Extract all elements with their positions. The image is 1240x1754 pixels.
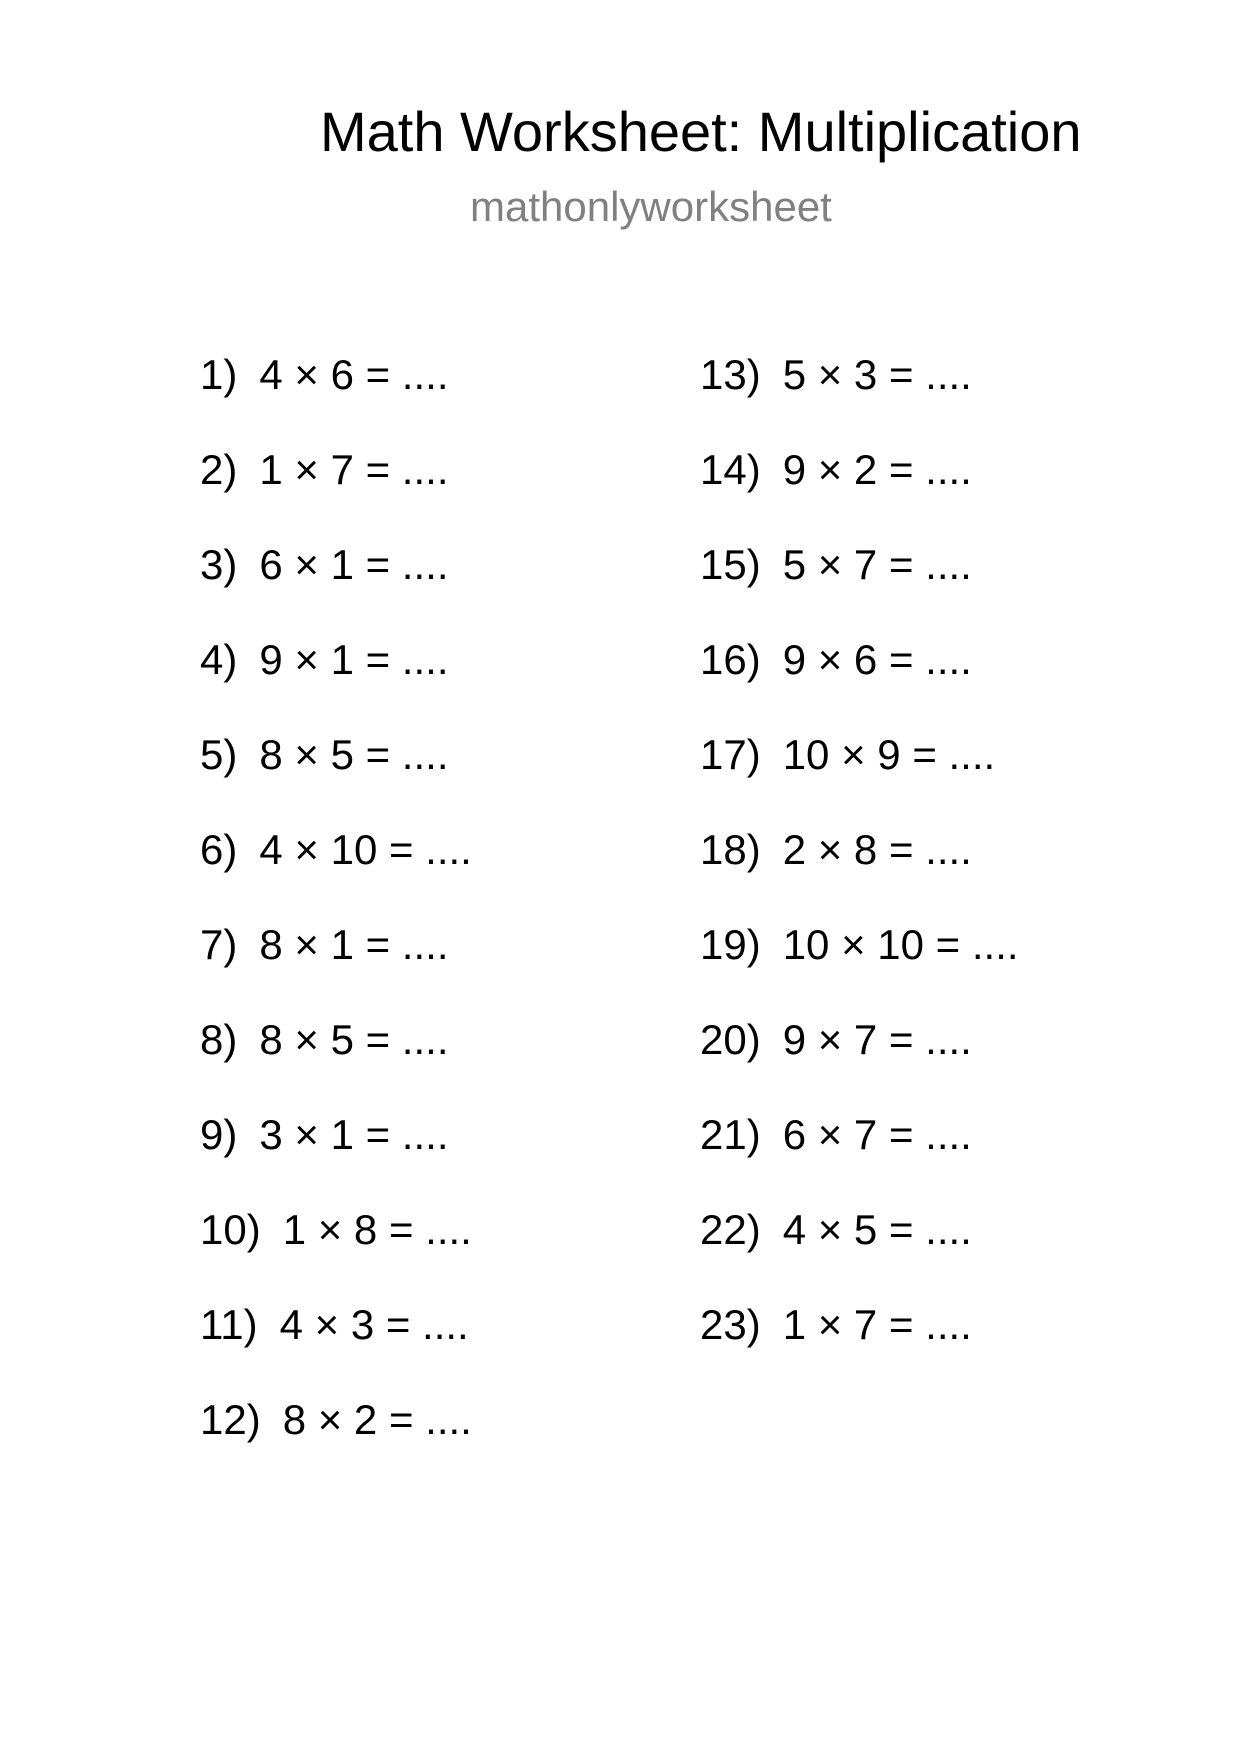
problem-expression: 8 × 5 = .... [259, 1016, 449, 1063]
page-title: Math Worksheet: Multiplication [320, 100, 1082, 163]
problem-expression: 8 × 2 = .... [282, 1396, 472, 1443]
problem-number: 9) [200, 1111, 238, 1158]
problem-item [200, 1111, 472, 1206]
problem-number: 10) [200, 1206, 261, 1253]
problem-number: 8) [200, 1016, 238, 1063]
problem-item [200, 921, 472, 1016]
problem-number: 1) [200, 351, 238, 398]
problem-item [700, 826, 1019, 921]
problem-expression: 5 × 7 = .... [782, 541, 972, 588]
problem-item [200, 541, 472, 636]
problem-item [700, 1111, 1019, 1206]
problem-expression: 8 × 5 = .... [259, 731, 449, 778]
problem-number: 4) [200, 636, 238, 683]
problem-expression: 9 × 2 = .... [782, 446, 972, 493]
problem-number: 13) [700, 351, 761, 398]
problem-expression: 8 × 1 = .... [259, 921, 449, 968]
problem-list-right [700, 351, 1019, 1396]
problem-expression: 1 × 7 = .... [782, 1301, 972, 1348]
problem-number: 6) [200, 826, 238, 873]
problem-number: 18) [700, 826, 761, 873]
problem-item [200, 1396, 472, 1491]
problem-item [200, 1301, 472, 1396]
problem-expression: 9 × 1 = .... [259, 636, 449, 683]
problem-number: 12) [200, 1396, 261, 1443]
problem-number: 2) [200, 446, 238, 493]
problem-expression: 9 × 6 = .... [782, 636, 972, 683]
problem-item [700, 636, 1019, 731]
problem-item [200, 446, 472, 541]
problem-item [200, 1206, 472, 1301]
page-subtitle: mathonlyworksheet [470, 183, 832, 230]
problem-item [700, 351, 1019, 446]
problem-number: 19) [700, 921, 761, 968]
problem-item [700, 1301, 1019, 1396]
problem-item [200, 826, 472, 921]
problem-expression: 2 × 8 = .... [782, 826, 972, 873]
problem-item [700, 1016, 1019, 1111]
problem-item [700, 731, 1019, 826]
problem-expression: 5 × 3 = .... [782, 351, 972, 398]
problem-item [200, 351, 472, 446]
problem-number: 7) [200, 921, 238, 968]
problem-number: 22) [700, 1206, 761, 1253]
problem-number: 3) [200, 541, 238, 588]
problem-item [700, 446, 1019, 541]
problem-item [200, 636, 472, 731]
problem-list-left [200, 351, 472, 1491]
problem-expression: 6 × 7 = .... [782, 1111, 972, 1158]
problem-number: 23) [700, 1301, 761, 1348]
problem-expression: 4 × 3 = .... [279, 1301, 469, 1348]
problem-number: 16) [700, 636, 761, 683]
problem-expression: 1 × 7 = .... [259, 446, 449, 493]
problem-expression: 9 × 7 = .... [782, 1016, 972, 1063]
problem-expression: 4 × 5 = .... [782, 1206, 972, 1253]
problem-item [700, 541, 1019, 636]
problem-expression: 1 × 8 = .... [282, 1206, 472, 1253]
problem-expression: 3 × 1 = .... [259, 1111, 449, 1158]
problem-item [700, 1206, 1019, 1301]
problem-number: 14) [700, 446, 761, 493]
problem-item [700, 921, 1019, 1016]
problem-expression: 10 × 9 = .... [782, 731, 996, 778]
problem-item [200, 731, 472, 826]
problem-number: 5) [200, 731, 238, 778]
problem-expression: 4 × 6 = .... [259, 351, 449, 398]
problem-number: 20) [700, 1016, 761, 1063]
problem-number: 17) [700, 731, 761, 778]
problem-expression: 10 × 10 = .... [782, 921, 1019, 968]
problem-number: 15) [700, 541, 761, 588]
problem-expression: 4 × 10 = .... [259, 826, 472, 873]
problem-item [200, 1016, 472, 1111]
problem-expression: 6 × 1 = .... [259, 541, 449, 588]
problem-number: 11) [200, 1301, 258, 1348]
problem-number: 21) [700, 1111, 761, 1158]
